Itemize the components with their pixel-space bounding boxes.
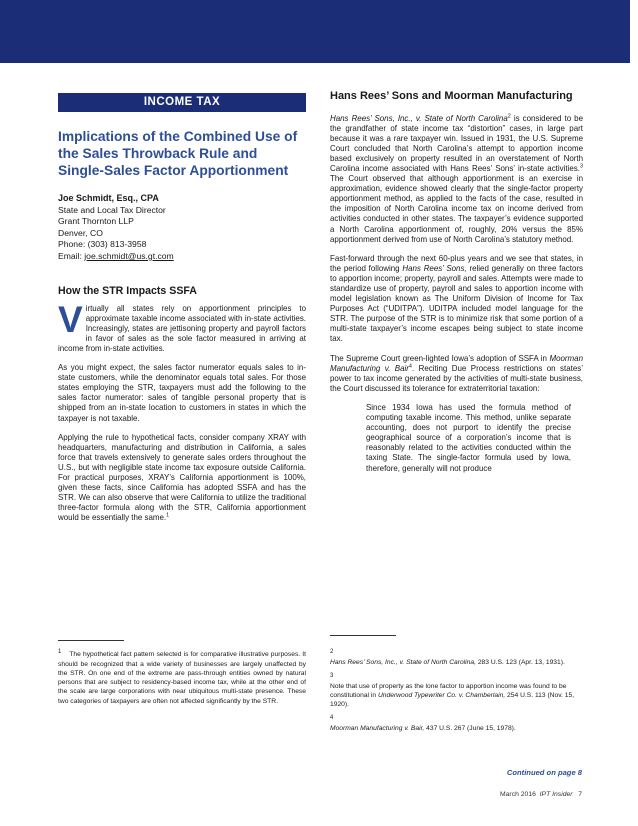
footnote-1: 1 The hypothetical fact pattern selected is for comparative illustrative purposes. It should be recognized that a wide variety of businesses are largely unaffected by the STR. On one end of the extreme are pass-through entities owned by natural persons that are subject to residency-based income tax, while at the other end of the scale are large corporations with near ubiquitous multi-state presence. These two categories of taxpayers are often not affected significantly by the STR. <box>58 649 306 705</box>
footnote-ref-3[interactable]: 3 <box>579 163 583 170</box>
author-name: Joe Schmidt, Esq., CPA <box>58 193 159 203</box>
footnotes-left <box>58 648 306 710</box>
page-footer <box>500 791 582 798</box>
footnote-3: 3 Note that use of property as the lone factor to apportion income was found to be constitutional in Underwood Typewriter Co. v. Chamberlain, 254 U.S. 113 (Nov. 15, 1920). <box>330 672 575 709</box>
footnote-4: 4 Moorman Manufacturing v. Bair, 437 U.S. 267 (June 15, 1978). <box>330 714 516 733</box>
section-heading-hans-rees: Hans Rees’ Sons and Moorman Manufacturing <box>330 90 573 102</box>
author-email-line <box>58 251 306 263</box>
right-paragraph-1: Hans Rees’ Sons, Inc., v. State of North Carolina$^2$ is considered to be the grandfather of state income tax “distortion” cases, in large part because it was a rare taxpayer win. Issued in 1931, the U.S. Supreme Court concluded that North Carolina’s attempt to apportion income based exclusively on property resulted in an overstatement of North Carolina income associated with Hans Rees’ Sons’ in-state activities.$^3$ The Court observed that although apportionment is an exercise in approximation, evidence showed clearly that the single-factor property apportionment method, as applied to the facts of the case, resulted in the imposition of North Carolina income tax on income derived from activities conducted in other states. The taxpayer’s evidence supported a North Carolina apportionment of, roughly, 20% versus the 85% apportionment derived from use of North Carolina’s statutory method. <box>330 112 583 244</box>
author-email-link[interactable]: joe.schmidt@us.gt.com <box>84 250 174 261</box>
author-position: State and Local Tax Director <box>58 204 166 215</box>
left-paragraph-1: Virtually all states rely on apportionment principles to approximate taxable income associated with in-state activities. Increasingly, states are jettisoning property and payroll factors in favor of sales as the sole factor measured in arriving at income from in-state activities. <box>58 298 306 353</box>
author-email-label: Email: <box>58 250 85 261</box>
right-column <box>330 90 583 474</box>
author-location: Denver, CO <box>58 227 103 238</box>
top-banner <box>0 0 638 63</box>
court-quote: Since 1934 Iowa has used the formula method of computing taxable income. This method, unlike separate accounting, does not purport to identify the precise geographical source of a corporation’s income that is reasonably related to the activities conducted within the taxing State. The single-factor formula used by Iowa, therefore, generally will not produce <box>366 402 571 473</box>
author-block <box>58 193 306 263</box>
footnote-ref-1[interactable]: 1 <box>166 512 170 519</box>
footnote-2: 2 Hans Rees’ Sons, Inc., v. State of North Carolina, 283 U.S. 123 (Apr. 13, 1931). <box>330 649 565 667</box>
left-paragraph-2: As you might expect, the sales factor numerator equals sales to in-state customers, while the denominator equals total sales. For those states employing the STR, taxpayers must add the following to the sales factor numerator: sales of tangible personal property that is shipped from an in-state location to customers in states in which the taxpayer is not taxable. <box>58 363 306 423</box>
footnote-ref-2[interactable]: 2 <box>507 112 511 119</box>
footnote-rule-left <box>58 640 124 641</box>
left-column <box>58 90 306 523</box>
footer-publication: IPT Insider <box>539 791 573 798</box>
continued-link[interactable]: Continued on page 8 <box>506 768 582 777</box>
page-number: 7 <box>578 791 582 798</box>
footnotes-right <box>330 648 583 737</box>
left-paragraph-3: Applying the rule to hypothetical facts, consider company XRAY with headquarters, manufacturing and distribution in California, a sales force that travels extensively to generate sales orders throughout the U.S., but with negligible state income tax exposure outside California. For practical purposes, XRAY’s California apportionment is 100%, given these facts, since California has adopted SSFA and has the STR. We can also observe that were California to utilize the traditional three-factor formula along with the STR, California apportionment would be essentially the same.$^1$ <box>58 432 306 523</box>
footnote-rule-right <box>330 635 396 636</box>
author-firm: Grant Thornton LLP <box>58 216 134 227</box>
footer-date: March 2016 <box>499 791 536 798</box>
section-label: INCOME TAX <box>58 93 306 112</box>
drop-cap: V <box>58 298 83 340</box>
author-phone: Phone: (303) 813-3958 <box>58 239 147 250</box>
banner-corner <box>630 0 638 63</box>
right-paragraph-3: The Supreme Court green-lighted Iowa’s adoption of SSFA in Moorman Manufacturing v. Bair$^4$. Reciting Due Process restrictions on states’ power to tax income generated by the activities of multi-state business, the Court discussed its tolerance for extraterritorial taxation: <box>330 353 583 393</box>
right-paragraph-2: Fast-forward through the next 60-plus years and we see that states, in the period following Hans Rees’ Sons, relied generally on three factors to apportion income; property, payroll and sales. Attempts were made to standardize use of property, payroll and sales to apportion income with model legislation known as The Uniform Division of Income for Tax Purposes Act (“UDITPA”). UDITPA included model language for the STR. The purpose of the STR is to minimize risk that some portion of a multi-state taxpayer’s income escapes being subject to state income tax. <box>330 253 583 344</box>
article-title: Implications of the Combined Use of the Sales Throwback Rule and Single-Sales Factor Apportionment <box>58 129 298 178</box>
footnote-ref-4[interactable]: 4 <box>408 363 412 370</box>
section-heading-str: How the STR Impacts SSFA <box>58 284 197 297</box>
